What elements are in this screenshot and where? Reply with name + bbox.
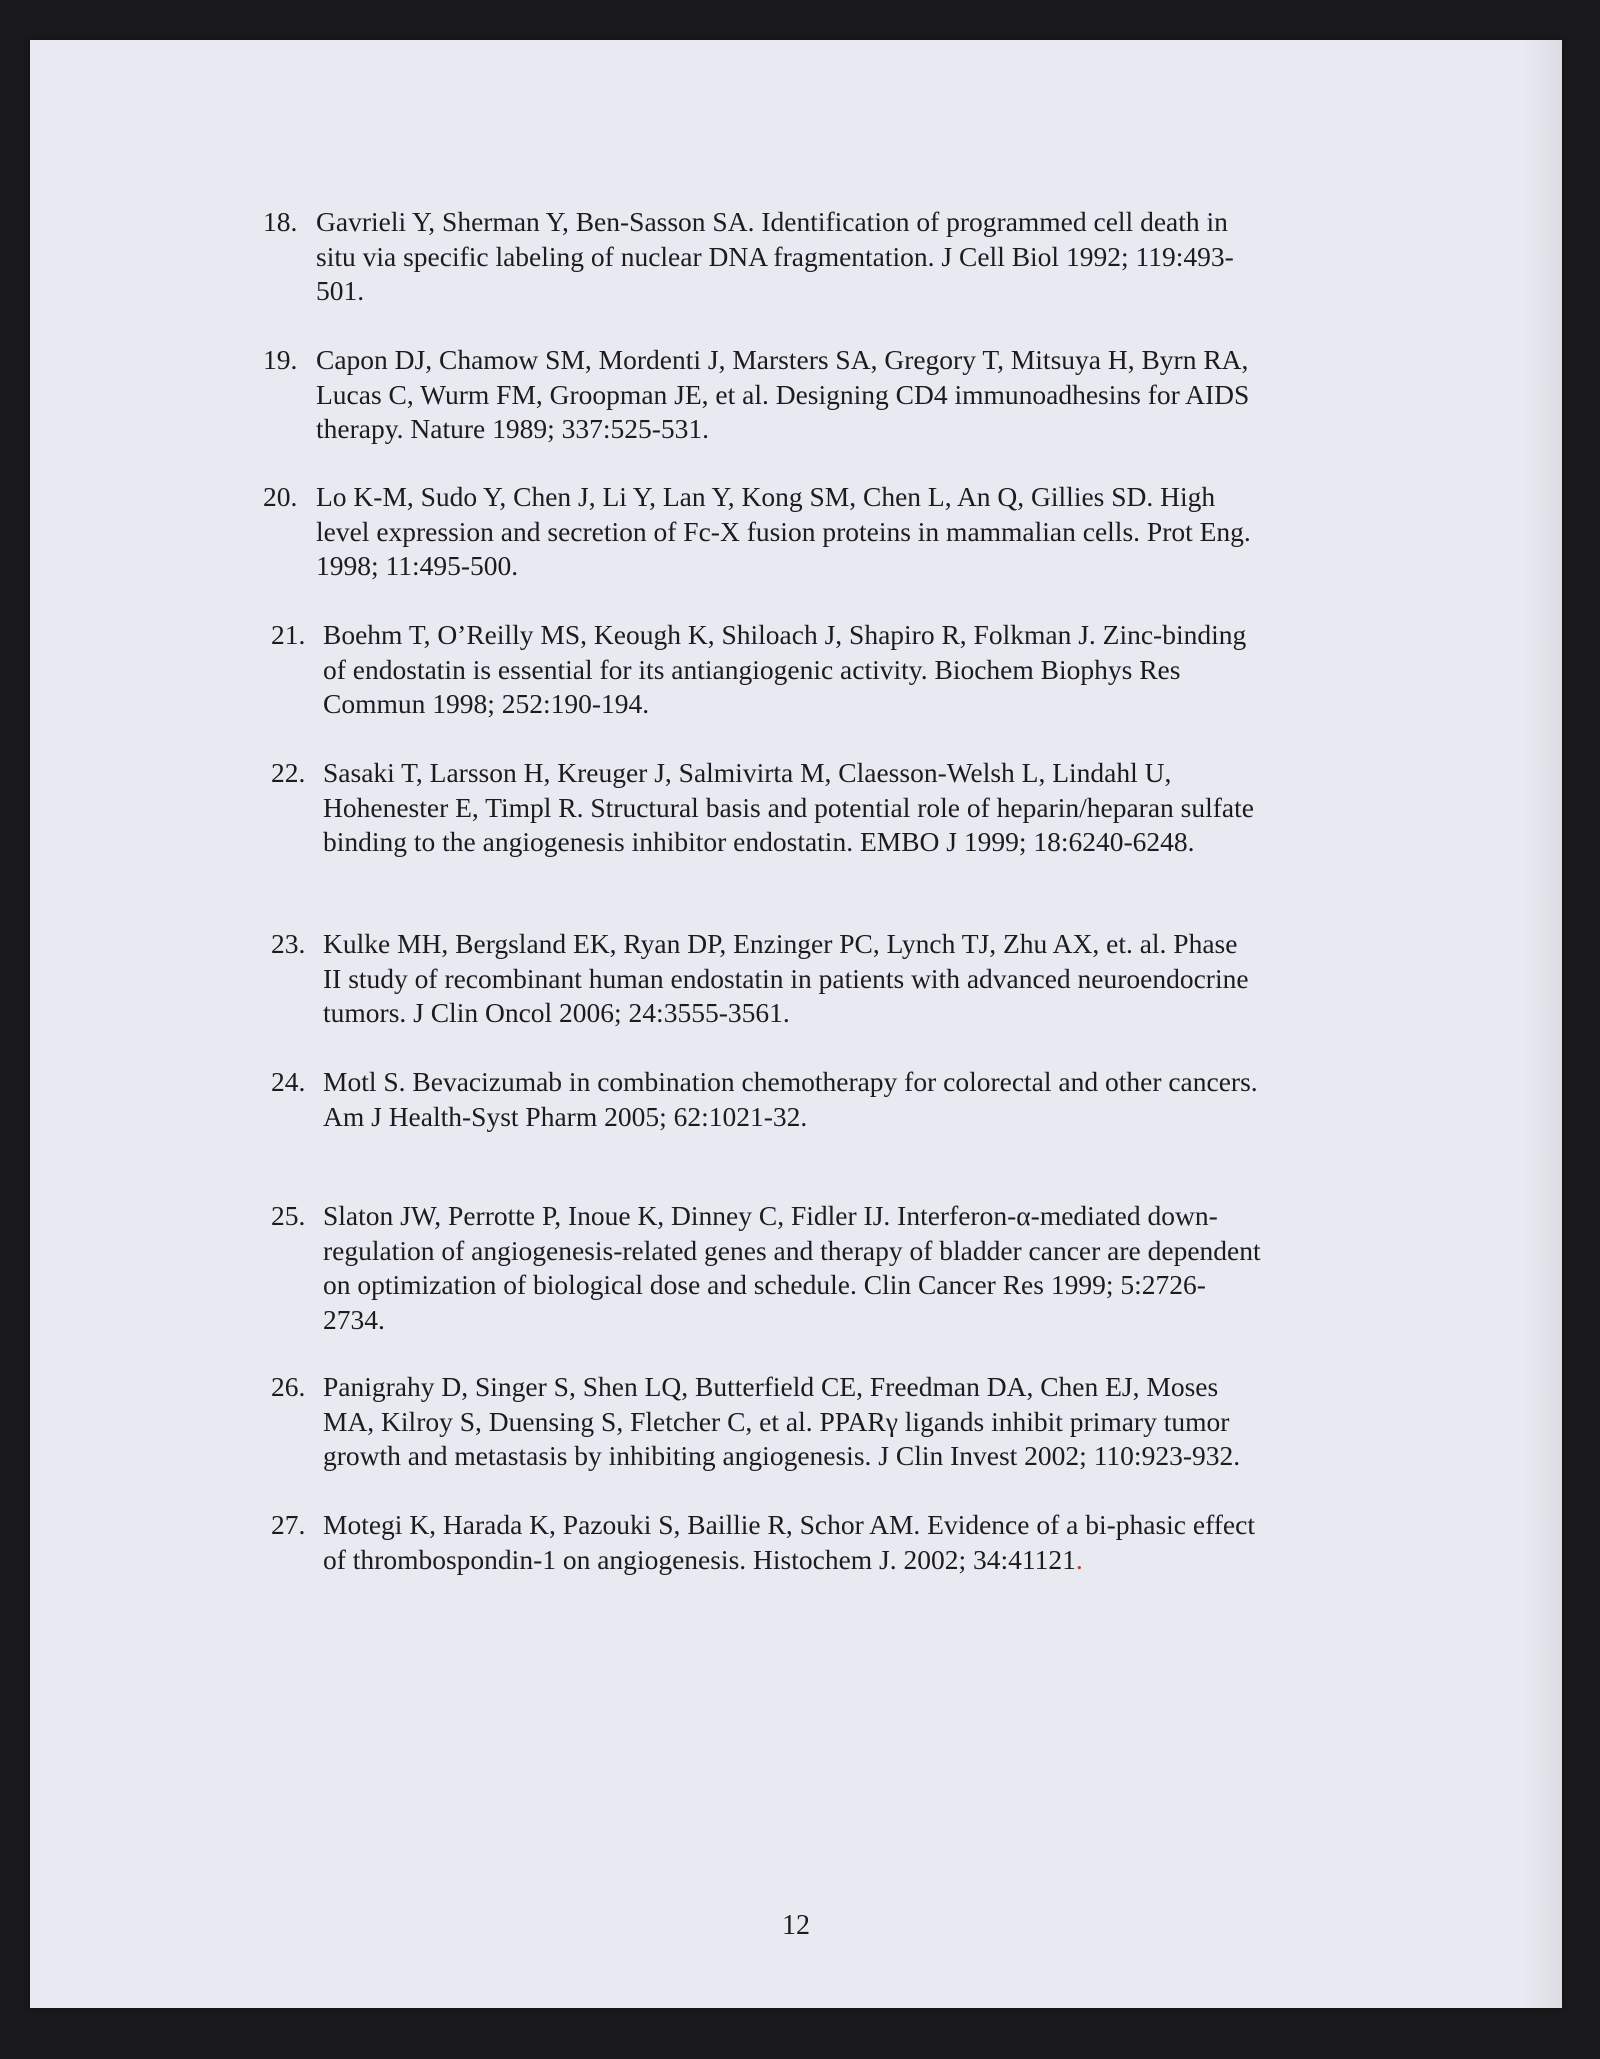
reference-text-body: Motegi K, Harada K, Pazouki S, Baillie R, Schor AM. Evidence of a bi-phasic effect of thrombospondin-1 on angiogenesis. Histochem J. 2002; 34:41121 (323, 1509, 1255, 1575)
reference-text (323, 1508, 1351, 1577)
reference-20 (263, 480, 1343, 584)
reference-number: 19. (263, 344, 298, 375)
reference-number: 23. (271, 928, 306, 959)
reference-26 (271, 1370, 1351, 1474)
reference-18 (263, 205, 1343, 309)
reference-23 (271, 927, 1351, 1031)
reference-text: Boehm T, O’Reilly MS, Keough K, Shiloach J, Shapiro R, Folkman J. Zinc-binding of endostatin is essential for its antiangiogenic activity. Biochem Biophys Res Commun 1998; 252:190-194. (323, 619, 1247, 719)
reference-text: Sasaki T, Larsson H, Kreuger J, Salmivirta M, Claesson-Welsh L, Lindahl U, Hohenester E, Timpl R. Structural basis and potential role of heparin/heparan sulfate binding to the angiogenesis inhibitor endostatin. EMBO J 1999; 18:6240-6248. (323, 757, 1254, 857)
document-page (30, 40, 1562, 2008)
reference-24 (271, 1065, 1351, 1134)
page-number: 12 (782, 1910, 810, 1941)
reference-text: Slaton JW, Perrotte P, Inoue K, Dinney C, Fidler IJ. Interferon-α-mediated down- regulation of angiogenesis-related genes and therapy of bladder cancer are dependent on optimization of biological dose and schedule. Clin Cancer Res 1999; 5:2726- 2734. (323, 1200, 1261, 1335)
reference-21 (271, 618, 1351, 722)
reference-25 (271, 1199, 1351, 1337)
reference-27 (271, 1508, 1351, 1577)
reference-text: Kulke MH, Bergsland EK, Ryan DP, Enzinger PC, Lynch TJ, Zhu AX, et. al. Phase II study of recombinant human endostatin in patients with advanced neuroendocrine tumors. J Clin Oncol 2006; 24:3555-3561. (323, 928, 1249, 1028)
reference-text: Gavrieli Y, Sherman Y, Ben-Sasson SA. Identification of programmed cell death in situ via specific labeling of nuclear DNA fragmentation. J Cell Biol 1992; 119:493- 501. (316, 206, 1234, 306)
reference-number: 26. (271, 1371, 306, 1402)
reference-22 (271, 756, 1351, 860)
reference-number: 18. (263, 206, 298, 237)
reference-19 (263, 343, 1343, 447)
reference-text: Motl S. Bevacizumab in combination chemotherapy for colorectal and other cancers. Am J Health-Syst Pharm 2005; 62:1021-32. (323, 1066, 1258, 1132)
reference-number: 27. (271, 1509, 306, 1540)
reference-text: Lo K-M, Sudo Y, Chen J, Li Y, Lan Y, Kong SM, Chen L, An Q, Gillies SD. High level expression and secretion of Fc-X fusion proteins in mammalian cells. Prot Eng. 1998; 11:495-500. (316, 481, 1251, 581)
reference-number: 24. (271, 1066, 306, 1097)
reference-text: Capon DJ, Chamow SM, Mordenti J, Marsters SA, Gregory T, Mitsuya H, Byrn RA, Lucas C, Wurm FM, Groopman JE, et al. Designing CD4 immunoadhesins for AIDS therapy. Nature 1989; 337:525-531. (316, 344, 1250, 444)
page-edge-shadow (1522, 40, 1562, 2008)
red-period-mark: . (1075, 1543, 1083, 1575)
reference-number: 22. (271, 757, 306, 788)
reference-number: 25. (271, 1200, 306, 1231)
reference-number: 21. (271, 619, 306, 650)
reference-text: Panigrahy D, Singer S, Shen LQ, Butterfield CE, Freedman DA, Chen EJ, Moses MA, Kilroy S, Duensing S, Fletcher C, et al. PPARγ ligands inhibit primary tumor growth and metastasis by inhibiting angiogenesis. J Clin Invest 2002; 110:923-932. (323, 1371, 1241, 1471)
reference-number: 20. (263, 481, 298, 512)
